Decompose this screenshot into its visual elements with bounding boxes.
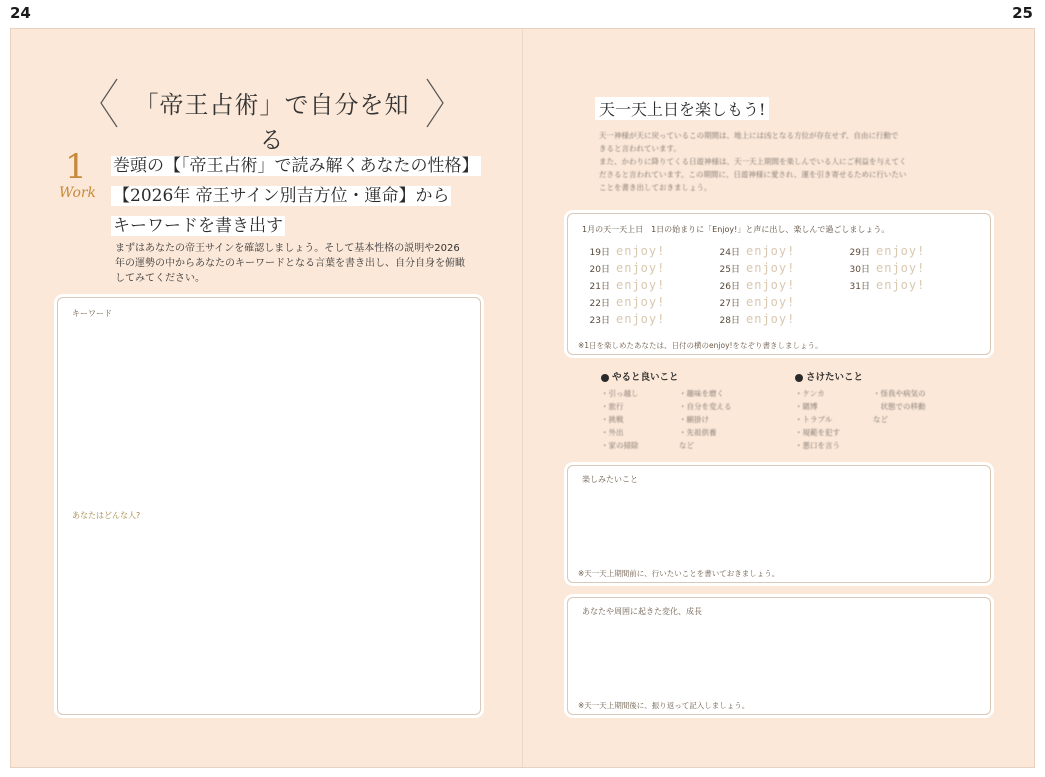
work-heading [111,151,491,241]
good-things-heading: やると良いこと [601,369,679,383]
right-chevron-icon [423,75,447,131]
day-19[interactable]: 19日 enjoy! [589,244,666,258]
intro-line: 年の運勢の中からあなたのキーワードとなる言葉を書き出し、自分自身を俯瞰 [115,258,465,269]
day-23[interactable]: 23日 enjoy! [589,312,666,326]
intro-line: ださると言われています。この期間に、日遊神様に愛され、運を引き寄せるために行いたい [599,170,907,179]
day-25[interactable]: 25日 enjoy! [719,261,796,275]
good-things-list: ・引っ越し ・旅行 ・挑戦 ・外出 ・家の掃除 [601,389,639,450]
day-24[interactable]: 24日 enjoy! [719,244,796,258]
enjoy-trace: enjoy! [746,261,796,275]
change-growth-box[interactable] [567,597,991,715]
intro-line: まずはあなたの帝王サインを確認しましょう。そして基本性格の説明や2026 [115,243,460,254]
intro-line: きると言われています。 [599,144,681,153]
day-29[interactable]: 29日 enjoy! [849,244,926,258]
days-box-title: 1月の天一天上日 1日の始まりに「Enjoy!」と声に出し、楽しんで過ごしましょう。 [582,225,890,234]
book-spread [10,28,1035,768]
enjoy-trace: enjoy! [746,278,796,292]
enjoy-trace: enjoy! [616,261,666,275]
heading-line-1: 巻頭の【「帝王占術」で読み解くあなたの性格】 [113,156,479,176]
enjoy-trace: enjoy! [746,244,796,258]
enjoy-trace: enjoy! [746,295,796,309]
intro-line: 天一神様が天に戻っているこの期間は、地上には凶となる方位が存在せず、自由に行動で [599,131,899,140]
fun-plans-label: 楽しみたいこと [582,475,638,484]
enjoy-trace: enjoy! [616,278,666,292]
enjoy-trace: enjoy! [616,295,666,309]
page-gutter [522,29,523,767]
right-intro [599,129,969,194]
keyword-label: キーワード [72,309,112,318]
enjoy-trace: enjoy! [746,312,796,326]
intro-line: してみてください。 [115,273,205,284]
enjoy-trace: enjoy! [616,244,666,258]
day-31[interactable]: 31日 enjoy! [849,278,926,292]
work-number: 1 [65,147,87,187]
page-number-left: 24 [10,4,31,22]
work-instructions [115,241,475,286]
heading-line-2: 【2026年 帝王サイン別吉方位・運命】から [113,186,450,206]
enjoy-trace: enjoy! [876,278,926,292]
keyword-writing-box[interactable] [57,297,481,715]
day-21[interactable]: 21日 enjoy! [589,278,666,292]
day-22[interactable]: 22日 enjoy! [589,295,666,309]
enjoy-trace: enjoy! [616,312,666,326]
right-title: 天一天上日を楽しもう! [595,97,769,120]
fun-plans-note: ※天一天上期間前に、行いたいことを書いておきましょう。 [578,569,780,578]
intro-line: ことを書き出しておきましょう。 [599,183,712,192]
enjoy-trace: enjoy! [876,244,926,258]
intro-line: また、かわりに降りてくる日遊神様は、天一天上期間を楽しんでいる人にご利益を与えてく [599,157,907,166]
good-things-list: ・趣味を磨く ・自分を変える ・願掛け ・先祖供養 など [679,389,732,450]
change-growth-label: あなたや周囲に起きた変化、成長 [582,607,702,616]
day-26[interactable]: 26日 enjoy! [719,278,796,292]
left-chevron-icon [97,75,121,131]
fun-plans-box[interactable] [567,465,991,583]
day-20[interactable]: 20日 enjoy! [589,261,666,275]
enjoy-trace: enjoy! [876,261,926,275]
left-title-block [97,75,447,154]
bullet-dot-icon [795,374,803,382]
avoid-things-list: ・ケンカ ・賭博 ・トラブル ・規範を犯す ・悪口を言う [795,389,840,450]
avoid-things-heading: さけたいこと [795,369,863,383]
page-title: 「帝王占術」で自分を知る [134,91,410,154]
work-label: Work [59,185,97,201]
day-30[interactable]: 30日 enjoy! [849,261,926,275]
avoid-things-list: ・怪我や病気の 状態での移動 など [873,389,926,424]
person-label: あなたはどんな人? [72,511,141,520]
heading-line-3: キーワードを書き出す [113,216,283,236]
day-27[interactable]: 27日 enjoy! [719,295,796,309]
bullet-dot-icon [601,374,609,382]
page-number-right: 25 [1012,4,1033,22]
days-box-note: ※1日を楽しめたあなたは、日付の横のenjoy!をなぞり書きしましょう。 [578,341,823,350]
enjoy-days-box [567,213,991,355]
day-28[interactable]: 28日 enjoy! [719,312,796,326]
change-growth-note: ※天一天上期間後に、振り返って記入しましょう。 [578,701,750,710]
